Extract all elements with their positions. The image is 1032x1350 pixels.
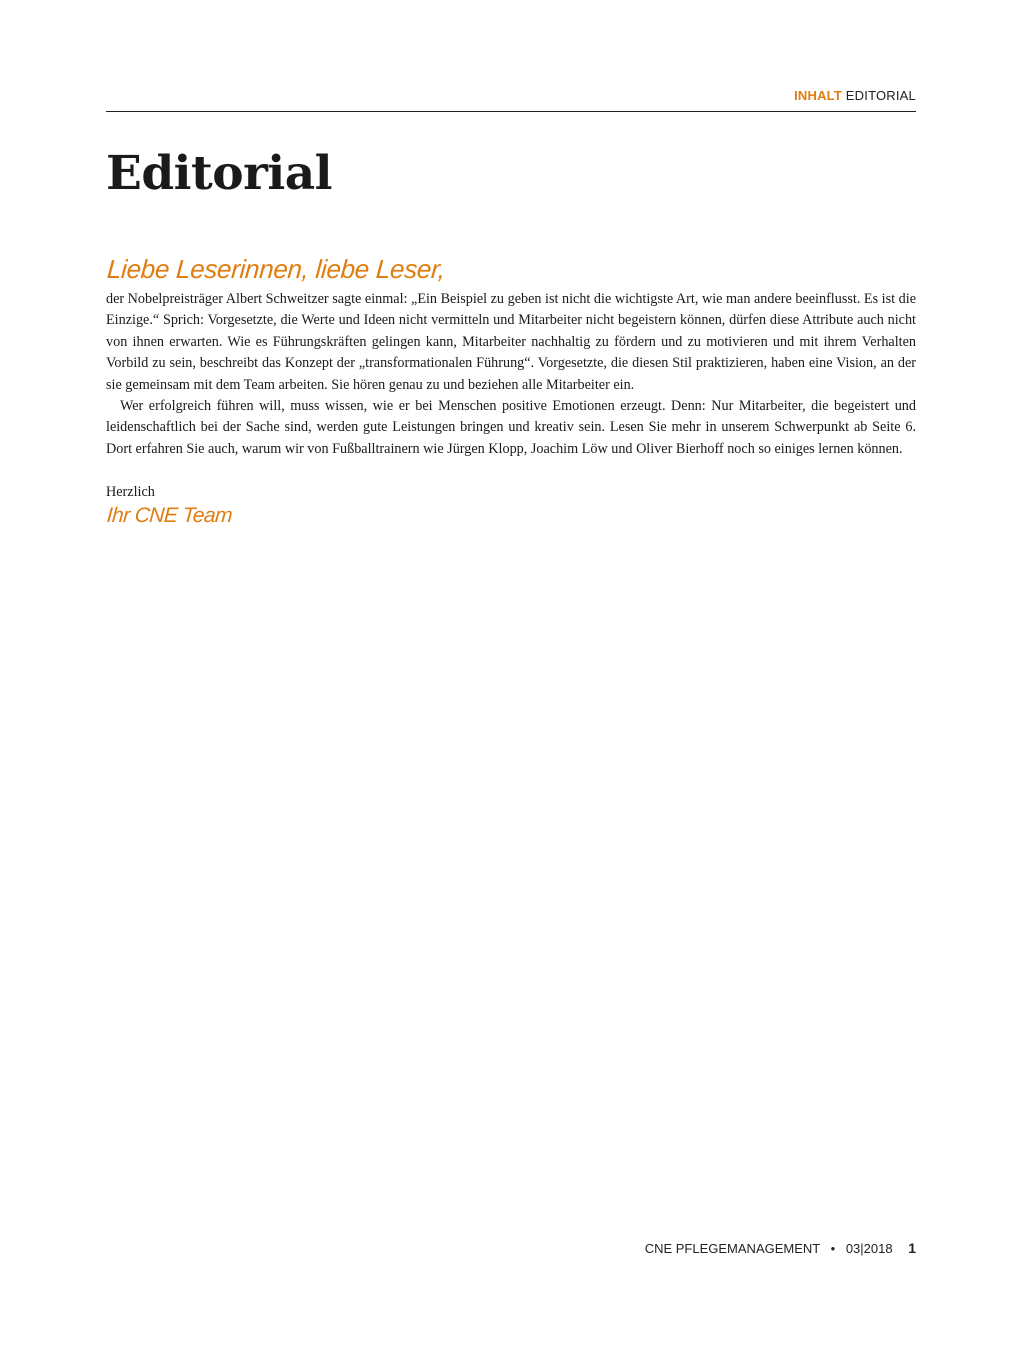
signature: Ihr CNE Team (106, 504, 233, 527)
page-number: 1 (908, 1240, 916, 1256)
body-paragraph-2: Wer erfolgreich führen will, muss wissen, wie er bei Menschen positive Emotionen erzeugt. Denn: Nur Mitarbeiter, die begeistert und leidenschaftlich bei der Sache sind, werden gute Leistungen bringen und kreativ sein. Lesen Sie mehr in unserem Schwerpunkt ab Seite 6. Dort erfahren Sie auch, warum wir von Fußballtrainern wie Jürgen Klopp, Joachim Löw und Oliver Bierhoff noch so einiges lernen können. (106, 398, 916, 457)
document-page (106, 0, 916, 1350)
header-divider (106, 111, 916, 112)
running-header (794, 88, 916, 103)
footer-publication: CNE PFLEGEMANAGEMENT (644, 1241, 820, 1256)
footer-issue: 03|2018 (845, 1241, 893, 1256)
editorial-body (106, 289, 916, 460)
footer-separator: • (830, 1241, 836, 1256)
body-paragraph-1: der Nobelpreisträger Albert Schweitzer sagte einmal: „Ein Beispiel zu geben ist nicht die wichtigste Art, wie man andere beeinflusst. Es ist die Einzige.“ Sprich: Vorgesetzte, die Werte und Ideen nicht vermitteln und Mitarbeiter nicht begeistern können, dürfen diese Attribute auch nicht von ihnen erwarten. Wie es Führungskräften gelingen kann, Mitarbeiter nachhaltig zu fördern und zu motivieren und mit ihrem Verhalten Vorbild zu sein, beschreibt das Konzept der „transformationalen Führung“. Vorgesetzte, die diesen Stil praktizieren, haben eine Vision, an der sie gemeinsam mit dem Team arbeiten. Sie hören genau zu und beziehen alle Mitarbeiter ein. (106, 291, 916, 393)
header-title: EDITORIAL (845, 88, 916, 103)
page-footer (645, 1240, 916, 1256)
header-section-label: INHALT (794, 88, 842, 103)
salutation: Liebe Leserinnen, liebe Leser, (106, 254, 447, 284)
closing-text: Herzlich (106, 484, 155, 500)
page-title: Editorial (106, 146, 333, 201)
